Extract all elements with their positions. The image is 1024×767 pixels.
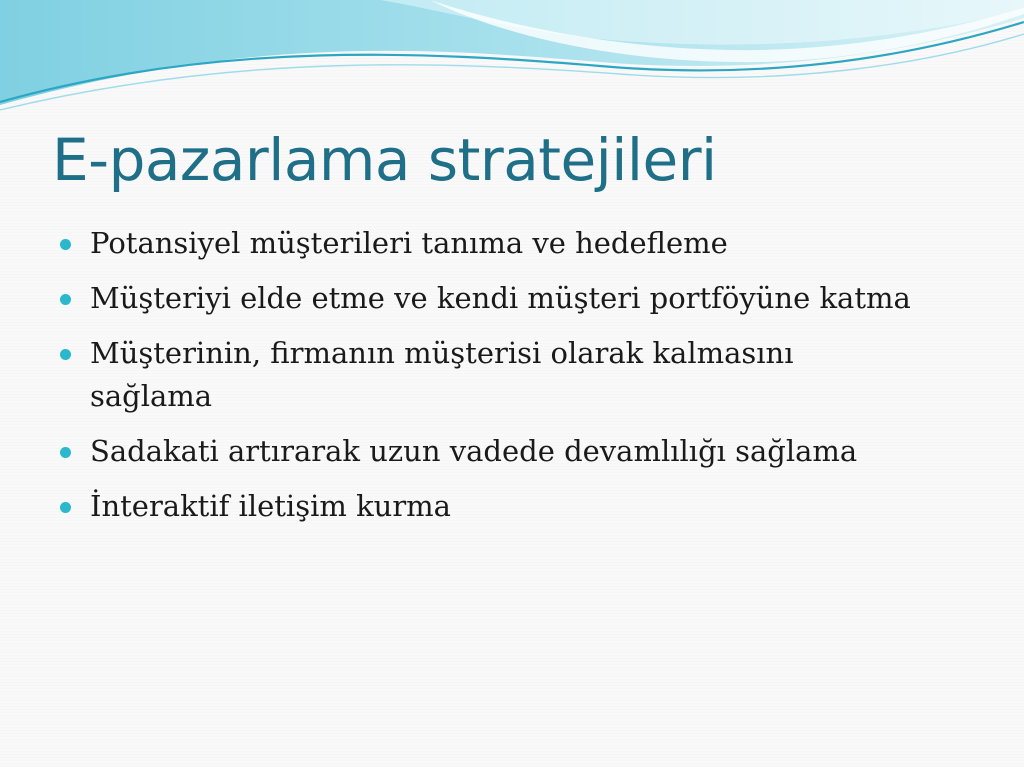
list-item [60, 222, 920, 265]
bullet-dot-icon [60, 447, 71, 458]
bullet-dot-icon [60, 349, 71, 360]
list-item [60, 332, 920, 418]
list-item [60, 277, 920, 320]
bullet-dot-icon [60, 239, 71, 250]
bullet-dot-icon [60, 294, 71, 305]
slide-title: E-pazarlama stratejileri [52, 126, 717, 194]
header-wave-decoration [0, 0, 1024, 120]
bullet-text: Müşteriyi elde etme ve kendi müşteri portföyüne katma [90, 281, 911, 315]
bullet-dot-icon [60, 502, 71, 513]
bullet-text: Sadakati artırarak uzun vadede devamlılığı sağlama [90, 434, 858, 468]
bullet-text: Potansiyel müşterileri tanıma ve hedefleme [90, 226, 728, 260]
list-item [60, 430, 920, 473]
bullet-text: İnteraktif iletişim kurma [90, 489, 451, 523]
bullet-list [60, 222, 920, 540]
bullet-text: Müşterinin, firmanın müşterisi olarak kalmasını sağlama [90, 336, 794, 413]
list-item [60, 485, 920, 528]
